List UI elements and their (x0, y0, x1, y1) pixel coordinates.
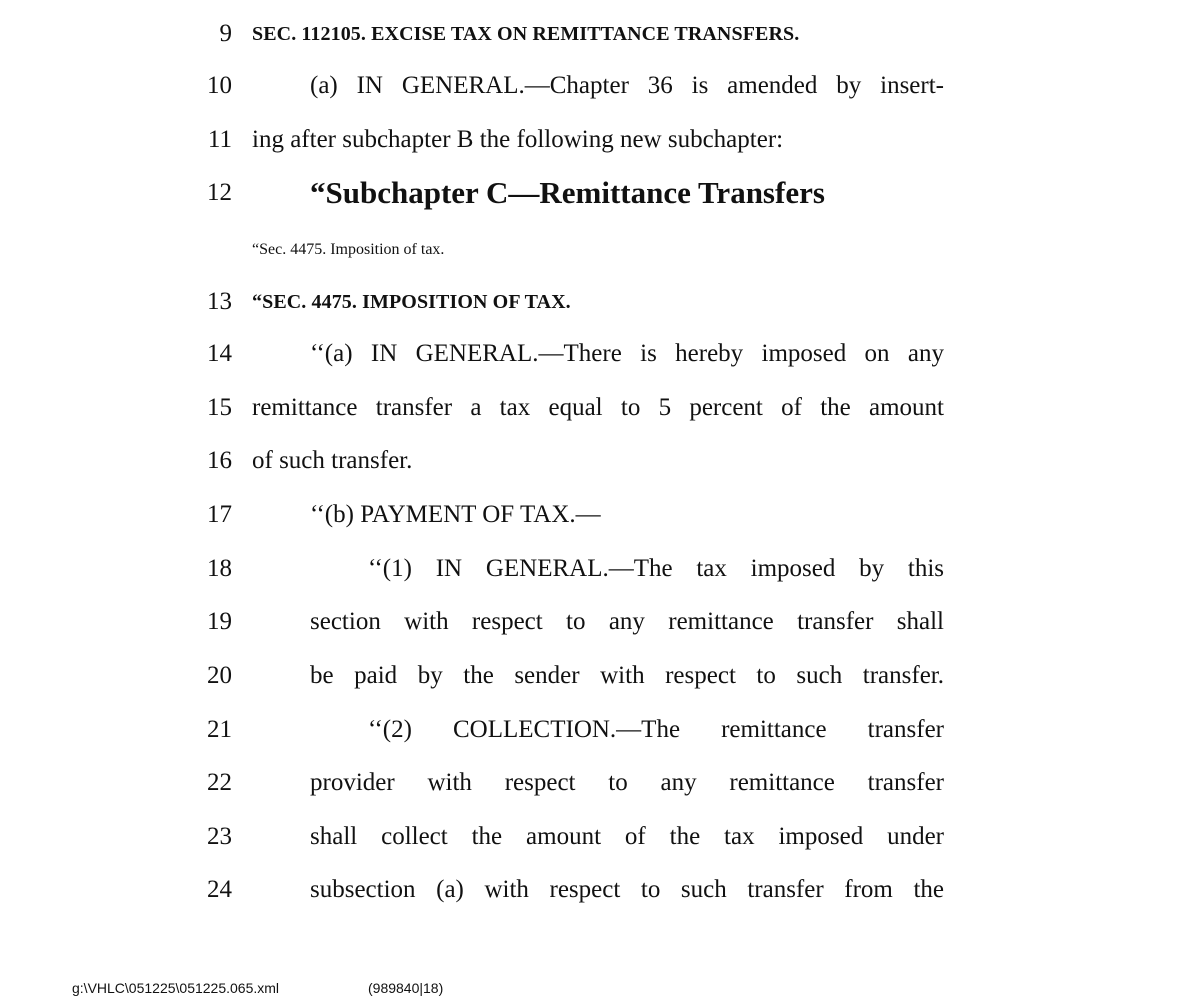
line-number: 15 (207, 394, 232, 421)
line-number: 19 (207, 608, 232, 635)
footer-doc-code: (989840|18) (368, 980, 444, 996)
line-14 (0, 334, 1179, 374)
line-text: subsection (a) with respect to such transfer from the (310, 876, 944, 903)
line-text: ‘‘(1) IN GENERAL.—The tax imposed by this (368, 555, 944, 582)
line-number: 13 (207, 288, 232, 315)
line-number: 11 (207, 126, 232, 153)
line-text: section with respect to any remittance transfer shall (310, 608, 944, 635)
line-18 (0, 549, 1179, 589)
line-text: be paid by the sender with respect to such transfer. (310, 662, 944, 689)
line-22 (0, 763, 1179, 803)
line-text: of such transfer. (252, 447, 413, 474)
line-number: 18 (207, 555, 232, 582)
line-text: (a) IN GENERAL.—Chapter 36 is amended by insert- (310, 72, 944, 99)
line-21 (0, 710, 1179, 750)
line-16 (0, 441, 1179, 481)
line-20 (0, 656, 1179, 696)
line-17 (0, 495, 1179, 535)
section-heading: “SEC. 4475. IMPOSITION OF TAX. (252, 291, 571, 313)
line-number: 20 (207, 662, 232, 689)
line-13 (0, 282, 1179, 322)
line-24 (0, 870, 1179, 910)
line-number: 10 (207, 72, 232, 99)
section-heading: SEC. 112105. EXCISE TAX ON REMITTANCE TRANSFERS. (252, 23, 800, 45)
line-19 (0, 602, 1179, 642)
line-text: ‘‘(b) PAYMENT OF TAX.— (310, 501, 601, 528)
line-10 (0, 66, 1179, 106)
footer-file-path: g:\VHLC\051225\051225.065.xml (72, 980, 280, 996)
line-number: 14 (207, 340, 232, 367)
line-number: 21 (207, 716, 232, 743)
line-number: 22 (207, 769, 232, 796)
line-text: provider with respect to any remittance transfer (310, 769, 944, 796)
line-15 (0, 388, 1179, 428)
line-text: ing after subchapter B the following new subchapter: (252, 126, 784, 153)
line-text: ‘‘(a) IN GENERAL.—There is hereby imposed on any (310, 340, 944, 367)
subchapter-heading: “Subchapter C—Remittance Transfers (310, 175, 825, 210)
line-12 (0, 173, 1179, 213)
line-number: 24 (207, 876, 232, 903)
line-number: 16 (207, 447, 232, 474)
line-11 (0, 120, 1179, 160)
line-text: shall collect the amount of the tax imposed under (310, 823, 944, 850)
table-of-sections: “Sec. 4475. Imposition of tax. (252, 241, 445, 258)
line-23 (0, 817, 1179, 857)
line-number: 12 (207, 179, 232, 206)
line-9 (0, 14, 1179, 54)
line-text: ‘‘(2) COLLECTION.—The remittance transfer (368, 716, 944, 743)
line-number: 9 (219, 20, 232, 47)
line-text: remittance transfer a tax equal to 5 percent of the amount (252, 394, 944, 421)
line-number: 17 (207, 501, 232, 528)
line-number: 23 (207, 823, 232, 850)
